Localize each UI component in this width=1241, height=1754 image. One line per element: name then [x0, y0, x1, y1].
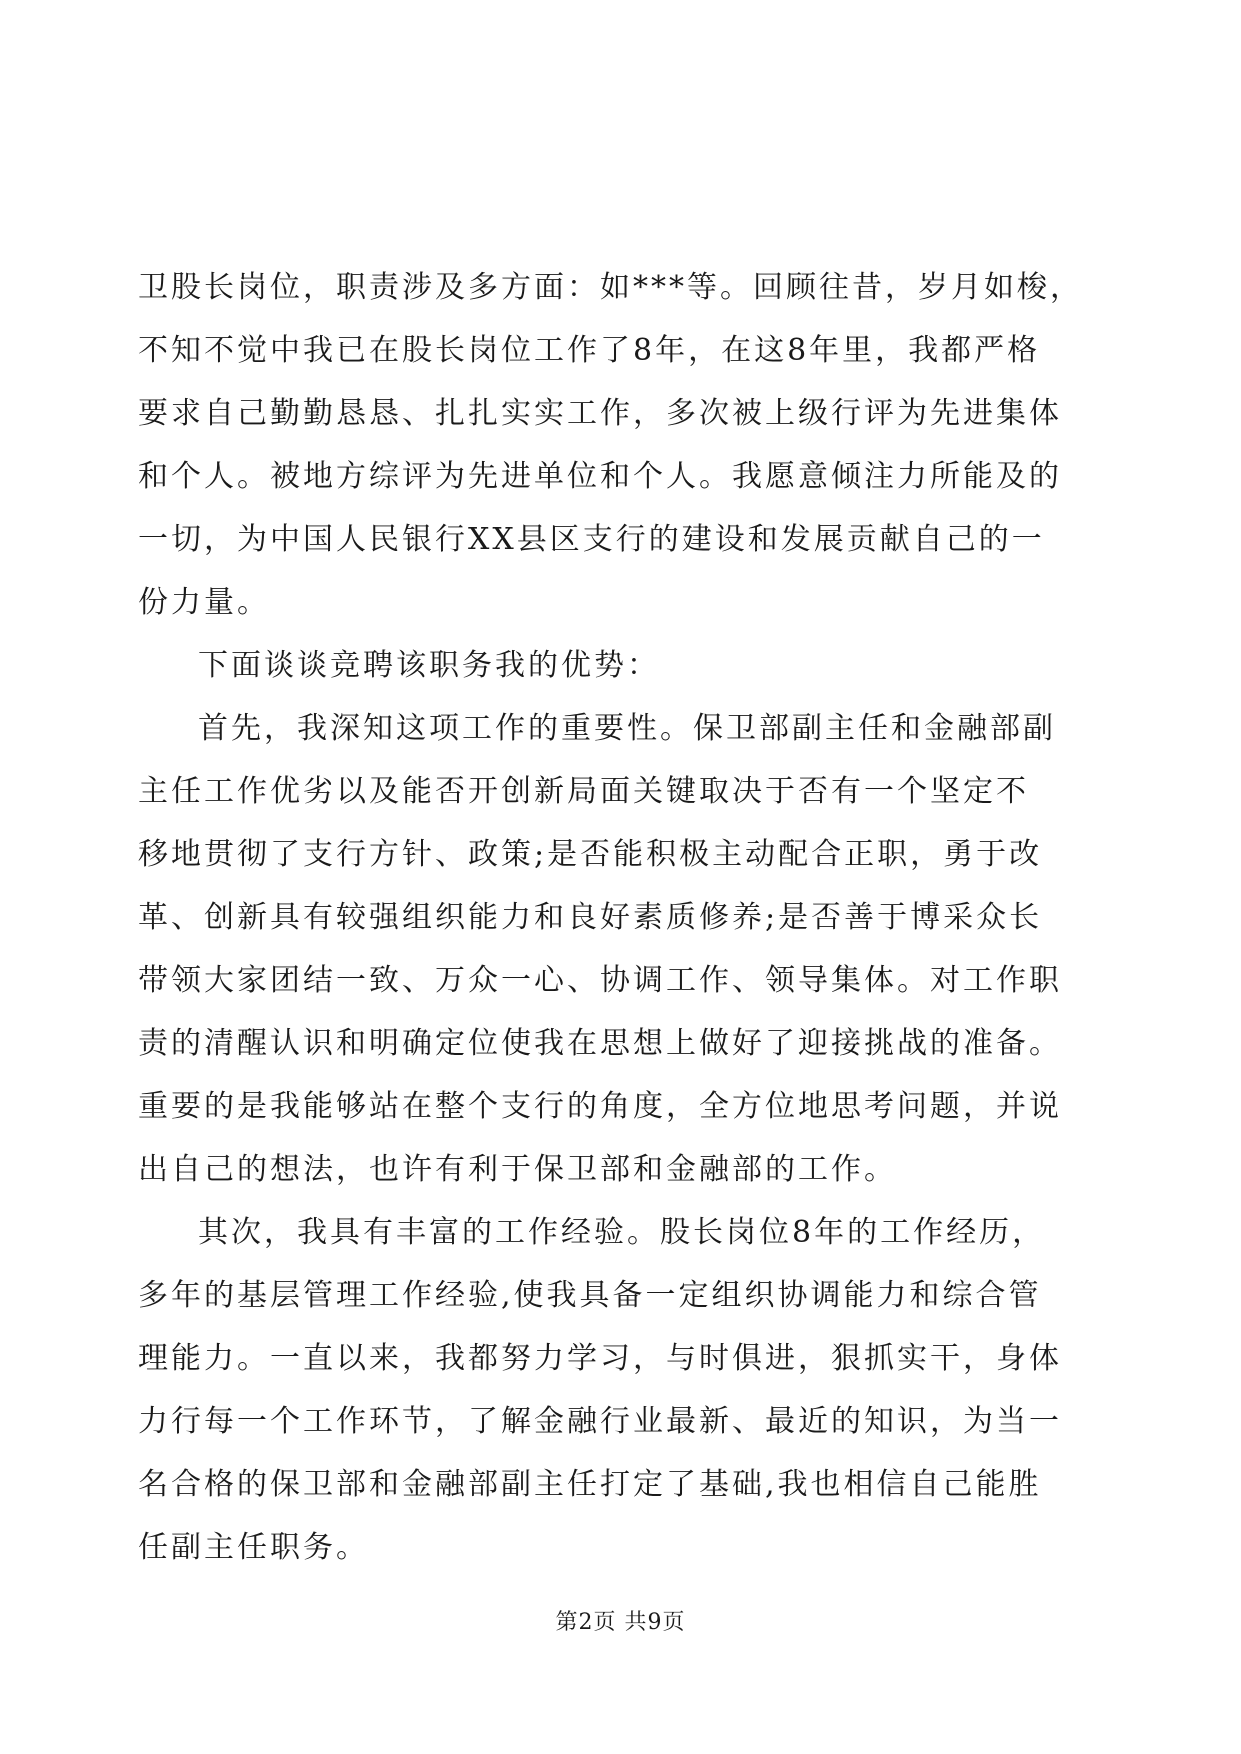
text-line: 带领大家团结一致、万众一心、协调工作、领导集体。对工作职: [138, 963, 1062, 998]
text-line: 主任工作优劣以及能否开创新局面关键取决于否有一个坚定不: [138, 774, 1029, 809]
text-line: 卫股长岗位，职责涉及多方面：如***等。回顾往昔，岁月如梭，: [138, 270, 1083, 305]
paragraph-start-line: 其次，我具有丰富的工作经验。股长岗位8年的工作经历，: [198, 1215, 1046, 1250]
text-line: 一切，为中国人民银行XX县区支行的建设和发展贡献自己的一: [138, 522, 1045, 557]
text-line: 多年的基层管理工作经验,使我具备一定组织协调能力和综合管: [138, 1278, 1042, 1313]
text-line: 革、创新具有较强组织能力和良好素质修养;是否善于博采众长: [138, 900, 1043, 935]
text-line: 份力量。: [138, 585, 270, 620]
paragraph-start-line: 首先，我深知这项工作的重要性。保卫部副主任和金融部副: [198, 711, 1056, 746]
text-line: 出自己的想法，也许有利于保卫部和金融部的工作。: [138, 1152, 897, 1187]
text-line: 和个人。被地方综评为先进单位和个人。我愿意倾注力所能及的: [138, 459, 1062, 494]
text-line: 移地贯彻了支行方针、政策;是否能积极主动配合正职，勇于改: [138, 837, 1043, 872]
text-line: 不知不觉中我已在股长岗位工作了8年，在这8年里，我都严格: [138, 333, 1041, 368]
page-number-label: 第2页 共9页: [555, 1610, 686, 1635]
page-footer: [0, 1608, 1241, 1638]
text-line: 名合格的保卫部和金融部副主任打定了基础,我也相信自己能胜: [138, 1467, 1042, 1502]
paragraph-start-line: 下面谈谈竞聘该职务我的优势：: [198, 648, 660, 683]
text-line: 力行每一个工作环节，了解金融行业最新、最近的知识，为当一: [138, 1404, 1062, 1439]
text-line: 理能力。一直以来，我都努力学习，与时俱进，狠抓实干，身体: [138, 1341, 1062, 1376]
text-line: 重要的是我能够站在整个支行的角度，全方位地思考问题，并说: [138, 1089, 1062, 1124]
document-body: [138, 256, 1098, 1579]
text-line: 任副主任职务。: [138, 1530, 369, 1565]
text-line: 要求自己勤勤恳恳、扎扎实实工作，多次被上级行评为先进集体: [138, 396, 1062, 431]
text-line: 责的清醒认识和明确定位使我在思想上做好了迎接挑战的准备。: [138, 1026, 1062, 1061]
